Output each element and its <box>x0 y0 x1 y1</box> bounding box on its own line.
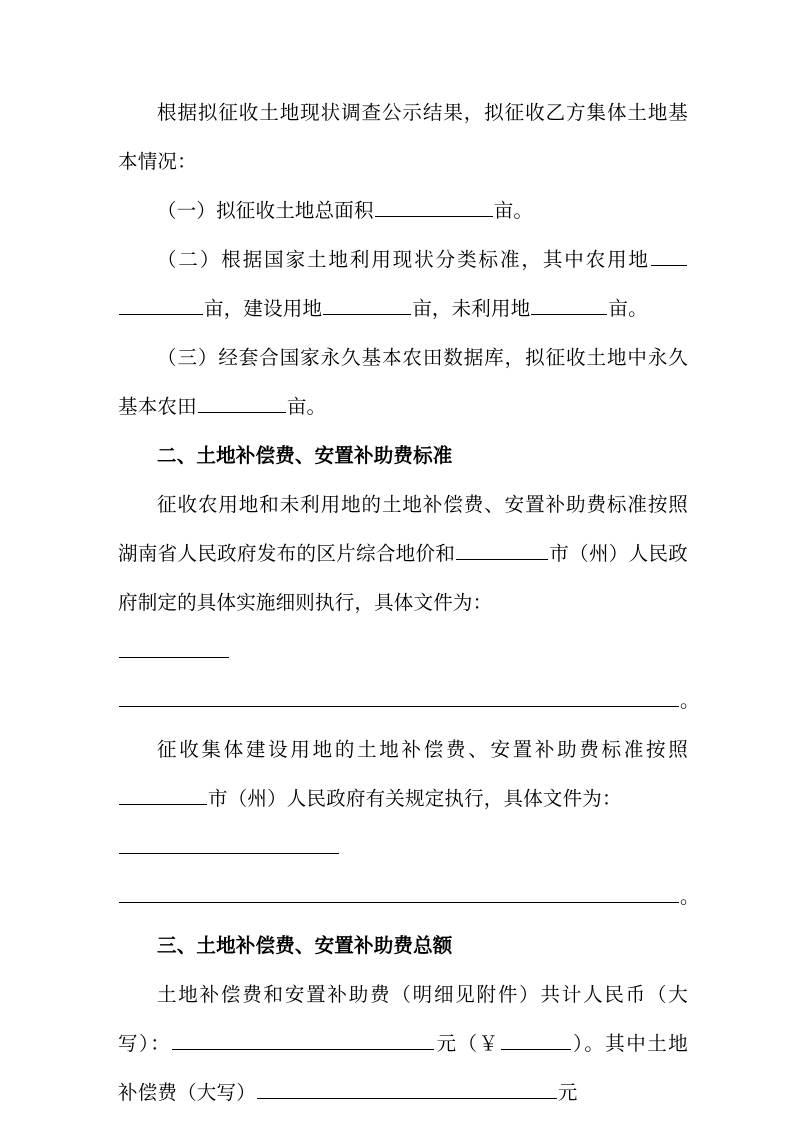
paragraph-section-two-1 <box>118 480 688 627</box>
item-2-mid1: 亩，建设用地 <box>204 297 323 320</box>
blank-unused-land[interactable] <box>531 295 607 316</box>
heading-section-three: 三、土地补偿费、安置补助费总额 <box>157 934 453 957</box>
blank-line-row-3 <box>118 823 688 872</box>
item-2-prefix: （二）根据国家土地利用现状分类标准，其中农用地 <box>157 248 650 271</box>
heading-section-two: 二、土地补偿费、安置补助费标准 <box>157 444 453 467</box>
blank-line-row-4 <box>118 872 700 921</box>
blank-total-amount-words[interactable] <box>172 1030 434 1051</box>
section-two-para2-end: 。 <box>680 885 700 908</box>
section-two-para2-prefix: 征收集体建设用地的土地补偿费、安置补助费标准按照 <box>157 738 688 761</box>
blank-total-amount-digits[interactable] <box>501 1030 571 1051</box>
intro-text: 根据拟征收土地现状调查公示结果，拟征收乙方集体土地基本情况： <box>118 101 688 173</box>
blank-line-row-1 <box>118 627 688 676</box>
item-1-suffix: 亩。 <box>493 199 534 222</box>
blank-line-row-2 <box>118 676 700 725</box>
paragraph-section-two-2 <box>118 725 688 823</box>
item-3-prefix: （三）经套合国家永久基本农田数据库，拟征收土地中永久基本农田 <box>118 346 688 418</box>
item-3-suffix: 亩。 <box>286 395 327 418</box>
section-two-para1-suffix: 市（州）人民政府制定的具体实施细则执行，具体文件为： <box>118 542 689 614</box>
item-1-prefix: （一）拟征收土地总面积 <box>157 199 374 222</box>
section-two-para1-prefix: 征收农用地和未利用地的土地补偿费、安置补助费标准按照湖南省人民政府发布的区片综合地价和 <box>118 493 688 565</box>
item-2-suffix: 亩。 <box>608 297 648 320</box>
section-two-para2-suffix: 市（州）人民政府有关规定执行，具体文件为： <box>208 787 622 810</box>
blank-doc-ref-1a[interactable] <box>119 638 229 659</box>
section-three-suffix: 元 <box>557 1081 578 1104</box>
blank-doc-ref-1b[interactable] <box>119 687 679 708</box>
section-three-mid1: 元（￥ <box>435 1032 500 1055</box>
blank-city-1[interactable] <box>456 540 548 561</box>
blank-basic-farmland[interactable] <box>198 393 286 414</box>
item-2-mid2: 亩，未利用地 <box>412 297 531 320</box>
section-three-prefix: 土地补偿费和安置补助费（明细见附件）共计人民币（大写）： <box>118 983 688 1055</box>
paragraph-item-1 <box>118 186 688 235</box>
paragraph-item-2 <box>118 235 688 333</box>
blank-city-2[interactable] <box>119 785 207 806</box>
blank-total-area[interactable] <box>375 197 493 218</box>
section-three-mid2: ）。其中土地补偿费（大写） <box>118 1032 688 1104</box>
blank-agricultural-land-cont[interactable] <box>119 295 203 316</box>
blank-land-compensation-words[interactable] <box>257 1079 557 1100</box>
document-body <box>118 88 700 1117</box>
blank-construction-land[interactable] <box>323 295 411 316</box>
paragraph-section-three <box>118 970 688 1117</box>
paragraph-item-3 <box>118 333 688 431</box>
blank-doc-ref-2b[interactable] <box>119 883 679 904</box>
blank-doc-ref-2a[interactable] <box>119 834 339 855</box>
blank-agricultural-land[interactable] <box>651 246 687 267</box>
paragraph-intro <box>118 88 688 186</box>
section-two-para1-end: 。 <box>680 689 700 712</box>
